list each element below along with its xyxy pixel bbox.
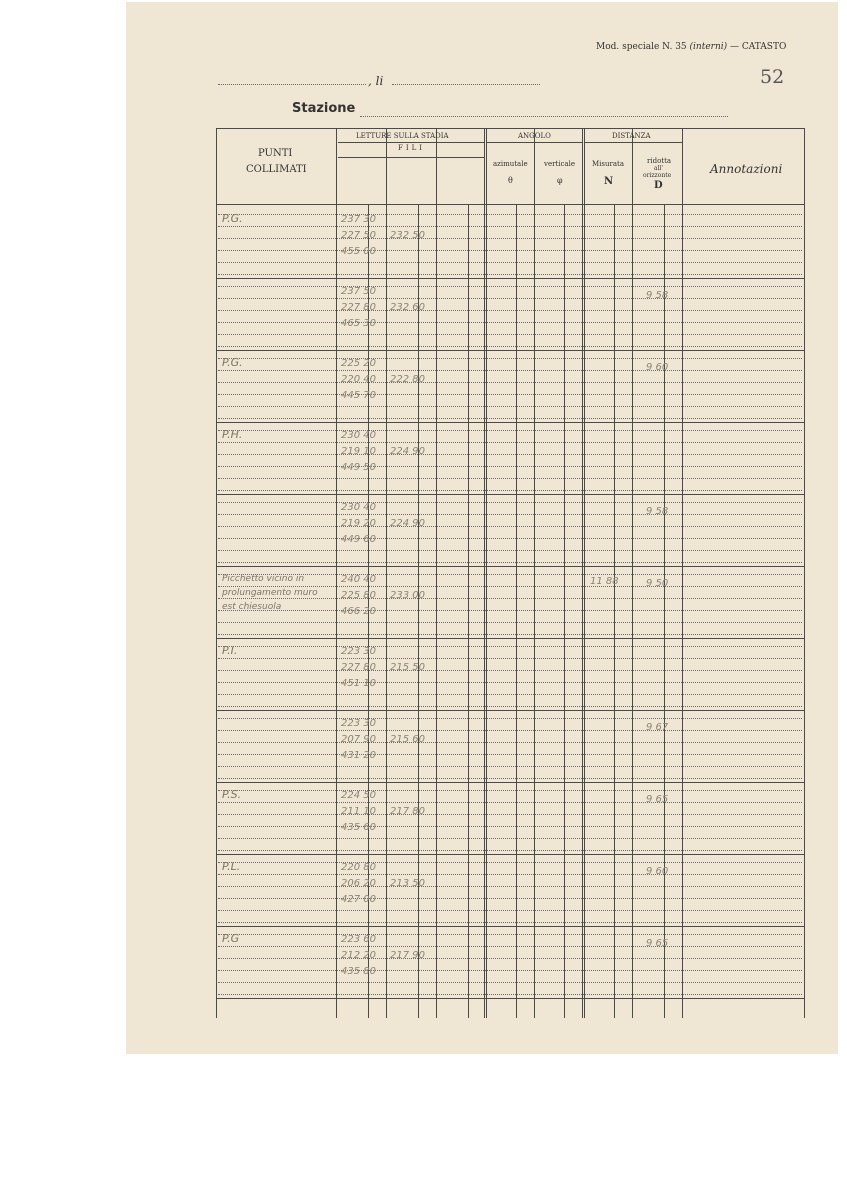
- middle-reading: 213 50: [390, 878, 425, 889]
- row-line: [218, 298, 802, 299]
- letture-sub-rule: [338, 142, 484, 143]
- row-line: [218, 622, 802, 623]
- row-line: [218, 922, 802, 923]
- table-border-right: [804, 128, 805, 1018]
- middle-reading: 232 50: [390, 230, 425, 241]
- group-divider: [216, 710, 804, 711]
- row-line: [218, 958, 802, 959]
- stadia-reading: 224 50: [341, 790, 376, 801]
- subcolumn-divider: [664, 204, 665, 1018]
- header-letture: LETTURE SULLA STADIA: [356, 132, 449, 140]
- row-line: [218, 382, 802, 383]
- distance-reduced: 9 58: [646, 506, 669, 517]
- group-divider: [216, 422, 804, 423]
- row-line: [218, 946, 802, 947]
- stadia-reading: 465 30: [341, 318, 376, 329]
- subcolumn-divider: [614, 204, 615, 1018]
- model-label: [596, 42, 786, 52]
- point-label: P.L.: [222, 860, 241, 873]
- row-line: [218, 874, 802, 875]
- stadia-reading: 230 40: [341, 502, 376, 513]
- row-line: [218, 346, 802, 347]
- row-line: [218, 442, 802, 443]
- group-divider: [216, 494, 804, 495]
- header-verticale-symbol: φ: [557, 176, 563, 185]
- stadia-reading: 449 50: [341, 462, 376, 473]
- stadia-reading: 451 10: [341, 678, 376, 689]
- row-line: [218, 394, 802, 395]
- distance-measured: 11 88: [590, 576, 619, 587]
- li-label: , li: [368, 74, 384, 88]
- date-line: [218, 84, 366, 85]
- row-line: [218, 454, 802, 455]
- row-line: [218, 322, 802, 323]
- header-azimutale-symbol: θ: [508, 176, 513, 185]
- row-line: [218, 706, 802, 707]
- row-line: [218, 370, 802, 371]
- model-prefix: Mod. speciale N. 35: [596, 42, 687, 52]
- point-label: P.G.: [222, 356, 243, 369]
- stadia-reading: 212 20: [341, 950, 376, 961]
- middle-reading: 215 50: [390, 662, 425, 673]
- row-line: [218, 766, 802, 767]
- point-label: Picchetto vicino in prolungamento muro est chiesuola: [222, 574, 318, 612]
- row-line: [218, 286, 802, 287]
- page-number: 52: [760, 66, 785, 88]
- header-ridotta: ridotta: [647, 157, 672, 165]
- row-line: [218, 562, 802, 563]
- group-divider: [216, 926, 804, 927]
- distance-reduced: 9 65: [646, 794, 669, 805]
- row-line: [218, 982, 802, 983]
- point-label: P.G: [222, 932, 240, 945]
- row-line: [218, 514, 802, 515]
- point-label: P.H.: [222, 428, 243, 441]
- row-line: [218, 682, 802, 683]
- stadia-reading: 211 10: [341, 806, 376, 817]
- subcolumn-divider: [564, 204, 565, 1018]
- stadia-reading: 227 50: [341, 230, 376, 241]
- row-line: [218, 238, 802, 239]
- row-line: [218, 886, 802, 887]
- header-angolo: ANGOLO: [518, 132, 551, 140]
- row-line: [218, 730, 802, 731]
- row-line: [218, 694, 802, 695]
- stadia-reading: 455 00: [341, 246, 376, 257]
- stadia-reading: 431 20: [341, 750, 376, 761]
- stadia-reading: 227 80: [341, 302, 376, 313]
- row-line: [218, 850, 802, 851]
- group-divider: [216, 566, 804, 567]
- row-line: [218, 490, 802, 491]
- stadia-reading: 427 00: [341, 894, 376, 905]
- stadia-reading: 435 60: [341, 822, 376, 833]
- point-label: P.S.: [222, 788, 242, 801]
- header-ridotta-all: all': [654, 165, 664, 172]
- middle-reading: 232 60: [390, 302, 425, 313]
- row-line: [218, 814, 802, 815]
- point-label: P.I.: [222, 644, 238, 657]
- middle-reading: 217 80: [390, 806, 425, 817]
- header-verticale: verticale: [544, 160, 575, 168]
- row-line: [218, 550, 802, 551]
- header-punti: PUNTI: [258, 148, 293, 159]
- row-line: [218, 262, 802, 263]
- row-line: [218, 970, 802, 971]
- group-divider: [216, 998, 804, 999]
- middle-reading: 222 80: [390, 374, 425, 385]
- header-misurata: Misurata: [592, 160, 625, 168]
- form-sheet: [126, 2, 838, 1054]
- stadia-reading: 220 80: [341, 862, 376, 873]
- row-line: [218, 526, 802, 527]
- header-distanza: DISTANZA: [612, 132, 651, 140]
- subcolumn-divider: [418, 204, 419, 1018]
- row-line: [218, 226, 802, 227]
- header-bottom-rule: [216, 204, 804, 205]
- stadia-reading: 227 80: [341, 662, 376, 673]
- middle-reading: 217 90: [390, 950, 425, 961]
- row-line: [218, 826, 802, 827]
- header-collimati: COLLIMATI: [246, 164, 307, 175]
- row-line: [218, 802, 802, 803]
- stadia-reading: 206 20: [341, 878, 376, 889]
- row-line: [218, 634, 802, 635]
- distance-reduced: 9 60: [646, 866, 669, 877]
- row-line: [218, 670, 802, 671]
- header-annotazioni: Annotazioni: [710, 162, 783, 176]
- stadia-reading: 223 30: [341, 718, 376, 729]
- row-line: [218, 838, 802, 839]
- fili-sub-rule: [338, 157, 484, 158]
- header-azimutale: azimutale: [493, 160, 528, 168]
- row-line: [218, 754, 802, 755]
- header-orizzonte: orizzonte: [643, 172, 672, 179]
- middle-reading: 224 90: [390, 518, 425, 529]
- row-line: [218, 778, 802, 779]
- row-line: [218, 250, 802, 251]
- distanza-sub-rule: [584, 142, 682, 143]
- row-line: [218, 334, 802, 335]
- stadia-reading: 435 80: [341, 966, 376, 977]
- row-line: [218, 418, 802, 419]
- stadia-reading: 445 70: [341, 390, 376, 401]
- middle-reading: 233 00: [390, 590, 425, 601]
- row-line: [218, 310, 802, 311]
- stadia-reading: 207 90: [341, 734, 376, 745]
- group-divider: [216, 638, 804, 639]
- distance-reduced: 9 50: [646, 578, 669, 589]
- group-divider: [216, 278, 804, 279]
- stadia-reading: 219 10: [341, 446, 376, 457]
- stadia-reading: 219 20: [341, 518, 376, 529]
- row-line: [218, 994, 802, 995]
- stadia-reading: 237 50: [341, 286, 376, 297]
- row-line: [218, 274, 802, 275]
- distance-reduced: 9 60: [646, 362, 669, 373]
- stadia-reading: 237 30: [341, 214, 376, 225]
- stadia-reading: 225 20: [341, 358, 376, 369]
- distance-reduced: 9 65: [646, 938, 669, 949]
- row-line: [218, 478, 802, 479]
- row-line: [218, 502, 802, 503]
- stadia-reading: 230 40: [341, 430, 376, 441]
- model-interni: (interni): [689, 42, 728, 52]
- stadia-reading: 220 40: [341, 374, 376, 385]
- row-line: [218, 898, 802, 899]
- stazione-line: [360, 116, 728, 117]
- middle-reading: 224 90: [390, 446, 425, 457]
- table-border-top: [216, 128, 804, 129]
- stadia-reading: 466 20: [341, 606, 376, 617]
- table-border-left: [216, 128, 217, 1018]
- distance-reduced: 9 67: [646, 722, 669, 733]
- row-line: [218, 406, 802, 407]
- distance-reduced: 9 58: [646, 290, 669, 301]
- group-divider: [216, 350, 804, 351]
- stadia-reading: 225 80: [341, 590, 376, 601]
- stazione-label: Stazione: [292, 101, 356, 116]
- header-ridotta-symbol: D: [654, 180, 663, 191]
- middle-reading: 215 60: [390, 734, 425, 745]
- group-divider: [216, 782, 804, 783]
- header-misurata-symbol: N: [604, 176, 614, 187]
- row-line: [218, 658, 802, 659]
- row-line: [218, 466, 802, 467]
- model-suffix: — CATASTO: [730, 42, 787, 52]
- stadia-reading: 223 30: [341, 646, 376, 657]
- point-label: P.G.: [222, 212, 243, 225]
- row-line: [218, 538, 802, 539]
- row-line: [218, 742, 802, 743]
- subcolumn-divider: [516, 204, 517, 1018]
- group-divider: [216, 854, 804, 855]
- row-line: [218, 910, 802, 911]
- stadia-reading: 449 60: [341, 534, 376, 545]
- stadia-reading: 223 60: [341, 934, 376, 945]
- header-fili: FILI: [398, 144, 426, 152]
- subcolumn-divider: [468, 204, 469, 1018]
- row-line: [218, 718, 802, 719]
- stadia-reading: 240 40: [341, 574, 376, 585]
- li-line: [392, 84, 540, 85]
